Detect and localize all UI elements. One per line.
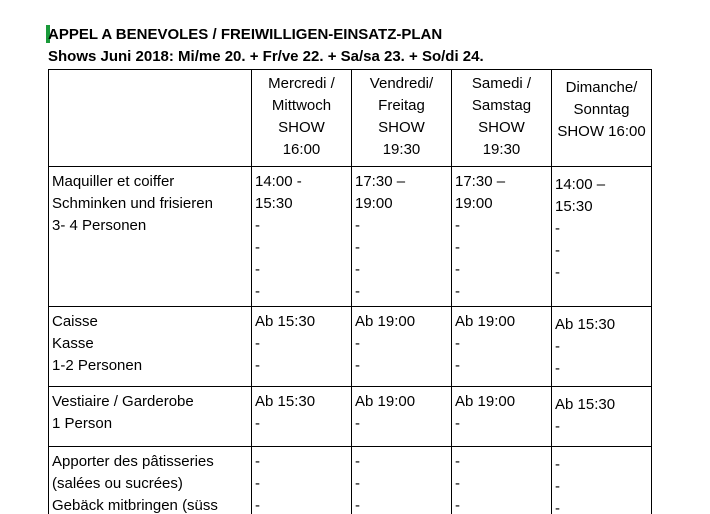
slot-line: - [455,497,460,514]
slot-cell[interactable] [352,447,452,514]
slot-line: - [255,357,260,374]
task-line: Maquiller et coiffer [52,173,175,190]
slot-line: - [255,497,260,514]
slot-line: - [355,415,360,432]
header-cell-sunday [552,70,652,167]
slot-line: Ab 19:00 [355,393,416,410]
slot-cell[interactable] [552,167,652,307]
header-line: 19:30 [382,141,421,158]
slot-line: - [455,261,460,278]
slot-line: 17:30 – [455,173,506,190]
slot-cell[interactable] [352,387,452,447]
task-cell-pastries [49,447,252,514]
slot-line: - [555,338,560,355]
slot-line: - [455,453,460,470]
slot-cell[interactable] [452,307,552,387]
slot-line: - [555,456,560,473]
slot-cell[interactable] [552,387,652,447]
slot-line: Ab 15:30 [255,313,316,330]
slot-line: - [355,217,360,234]
slot-line: Ab 15:30 [555,316,616,333]
header-line: Mittwoch [271,97,332,114]
header-line: Samedi / [471,75,532,92]
slot-line: Ab 19:00 [455,393,516,410]
slot-line: - [555,360,560,377]
slot-line: - [555,500,560,514]
table-row [49,307,652,387]
slot-line: - [255,335,260,352]
slot-line: - [355,453,360,470]
header-cell-friday [352,70,452,167]
table-row [49,447,652,514]
task-line: Kasse [52,335,94,352]
slot-line: 15:30 [555,198,593,215]
slot-cell[interactable] [352,307,452,387]
slot-line: - [255,239,260,256]
slot-line: 19:00 [355,195,393,212]
slot-line: Ab 15:30 [255,393,316,410]
task-cell-cloakroom [49,387,252,447]
slot-line: 19:00 [455,195,493,212]
slot-line: - [255,475,260,492]
task-line: 1 Person [52,415,113,432]
slot-cell[interactable] [552,447,652,514]
slot-line: 15:30 [255,195,293,212]
volunteer-plan-table [48,69,652,514]
task-line: Vestiaire / Garderobe [52,393,194,410]
document-subtitle: Shows Juni 2018: Mi/me 20. + Fr/ve 22. + Sa/sa 23. + So/di 24. [48,48,484,65]
task-line: Caisse [52,313,98,330]
header-line: SHOW 16:00 [557,123,646,140]
slot-cell[interactable] [452,447,552,514]
header-line: SHOW [478,119,525,136]
header-line: Sonntag [573,101,630,118]
slot-line: 17:30 – [355,173,406,190]
slot-cell[interactable] [452,167,552,307]
slot-line: - [255,283,260,300]
slot-line: - [355,335,360,352]
slot-line: Ab 19:00 [355,313,416,330]
slot-cell[interactable] [252,307,352,387]
slot-cell[interactable] [252,447,352,514]
header-line: SHOW [278,119,325,136]
slot-line: - [255,453,260,470]
slot-line: - [555,418,560,435]
slot-line: 14:00 - [255,173,302,190]
slot-line: - [455,283,460,300]
header-line: Dimanche/ [565,79,638,96]
slot-cell[interactable] [552,307,652,387]
task-line: 1-2 Personen [52,357,143,374]
slot-line: - [455,217,460,234]
slot-line: - [555,478,560,495]
slot-line: - [455,415,460,432]
slot-line: - [355,497,360,514]
header-line: SHOW [378,119,425,136]
header-line: Freitag [378,97,425,114]
slot-line: - [355,239,360,256]
slot-line: - [455,239,460,256]
slot-line: - [555,264,560,281]
slot-line: - [355,283,360,300]
slot-line: - [355,357,360,374]
task-cell-cash [49,307,252,387]
slot-line: Ab 15:30 [555,396,616,413]
slot-cell[interactable] [252,167,352,307]
header-line: 19:30 [482,141,521,158]
header-empty-cell [49,70,252,167]
task-line: Gebäck mitbringen (süss [52,497,218,514]
header-cell-wednesday [252,70,352,167]
slot-line: 14:00 – [555,176,606,193]
slot-cell[interactable] [452,387,552,447]
header-line: Samstag [471,97,532,114]
slot-cell[interactable] [352,167,452,307]
header-line: Mercredi / [268,75,335,92]
header-cell-saturday [452,70,552,167]
slot-line: - [555,220,560,237]
header-line: Vendredi/ [369,75,434,92]
slot-line: - [255,261,260,278]
table-row [49,167,652,307]
slot-line: - [455,335,460,352]
slot-line: - [255,217,260,234]
task-line: (salées ou sucrées) [52,475,183,492]
slot-cell[interactable] [252,387,352,447]
task-cell-makeup [49,167,252,307]
header-line: 16:00 [282,141,321,158]
document-title: APPEL A BENEVOLES / FREIWILLIGEN-EINSATZ-PLAN [48,26,443,43]
table-header-row [49,70,652,167]
task-line: Apporter des pâtisseries [52,453,214,470]
slot-line: Ab 19:00 [455,313,516,330]
task-line: 3- 4 Personen [52,217,147,234]
slot-line: - [555,242,560,259]
slot-line: - [455,357,460,374]
table-row [49,387,652,447]
slot-line: - [255,415,260,432]
task-line: Schminken und frisieren [52,195,213,212]
slot-line: - [455,475,460,492]
slot-line: - [355,475,360,492]
slot-line: - [355,261,360,278]
